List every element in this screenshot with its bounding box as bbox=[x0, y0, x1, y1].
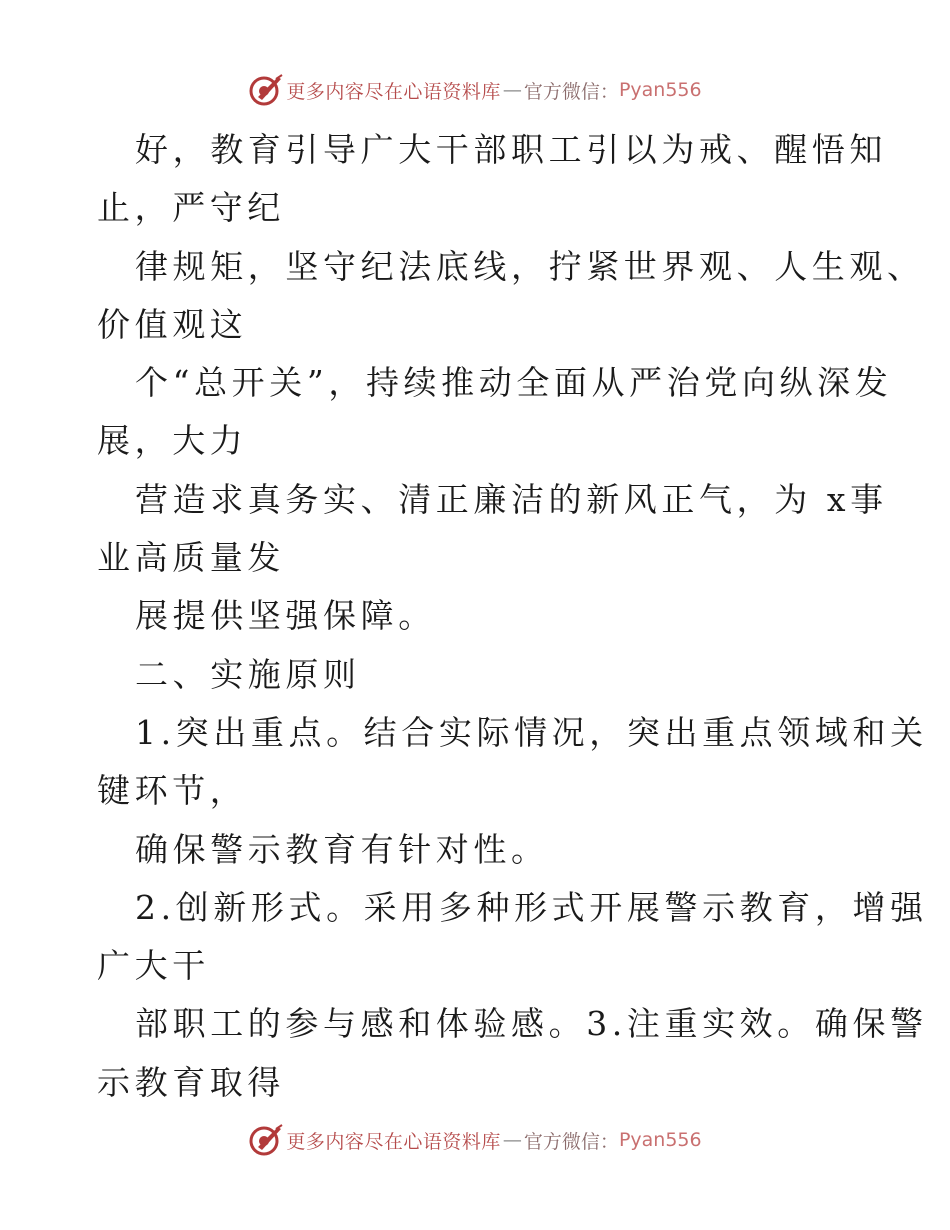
text-line: 广大干 bbox=[97, 946, 210, 986]
footer-watermark bbox=[0, 1120, 950, 1160]
text-line: 展提供坚强保障。 bbox=[135, 596, 436, 636]
text-line: 止，严守纪 bbox=[97, 188, 285, 228]
text-line: 业高质量发 bbox=[97, 538, 285, 578]
text-line: 示教育取得 bbox=[97, 1062, 285, 1102]
text-line: 键环节， bbox=[97, 771, 248, 811]
watermark-separator: — bbox=[502, 1129, 522, 1151]
text-line: 价值观这 bbox=[97, 304, 248, 344]
watermark-separator: — bbox=[502, 79, 522, 101]
text-line: 好，教育引导广大干部职工引以为戒、醒悟知 bbox=[135, 130, 887, 169]
watermark-text: 更多内容尽在心语资料库 bbox=[286, 80, 501, 103]
text-line: 1.突出重点。结合实际情况，突出重点领域和关 bbox=[135, 712, 928, 752]
watermark-tail-label: 官方微信： bbox=[523, 80, 619, 103]
watermark-tail-label: 官方微信： bbox=[523, 1130, 619, 1153]
quill-logo-icon bbox=[248, 73, 284, 107]
watermark-wechat-id: Pyan556 bbox=[618, 1129, 702, 1151]
header-watermark bbox=[0, 70, 950, 110]
watermark-text: 更多内容尽在心语资料库 bbox=[286, 1130, 501, 1153]
text-line: 确保警示教育有针对性。 bbox=[135, 829, 549, 869]
text-line: 2.创新形式。采用多种形式开展警示教育，增强 bbox=[135, 887, 928, 927]
text-line: 部职工的参与感和体验感。3.注重实效。确保警 bbox=[135, 1004, 928, 1044]
text-line: 展，大力 bbox=[97, 421, 248, 461]
watermark-wechat-id: Pyan556 bbox=[618, 79, 702, 101]
text-line: 律规矩，坚守纪法底线，拧紧世界观、人生观、 bbox=[135, 246, 925, 286]
text-line: 营造求真务实、清正廉洁的新风正气，为 x事 bbox=[135, 479, 888, 519]
quill-logo-icon bbox=[248, 1123, 284, 1157]
text-line: 个“总开关”，持续推动全面从严治党向纵深发 bbox=[135, 363, 893, 403]
text-line: 二、实施原则 bbox=[135, 654, 361, 694]
document-body bbox=[97, 121, 928, 1112]
